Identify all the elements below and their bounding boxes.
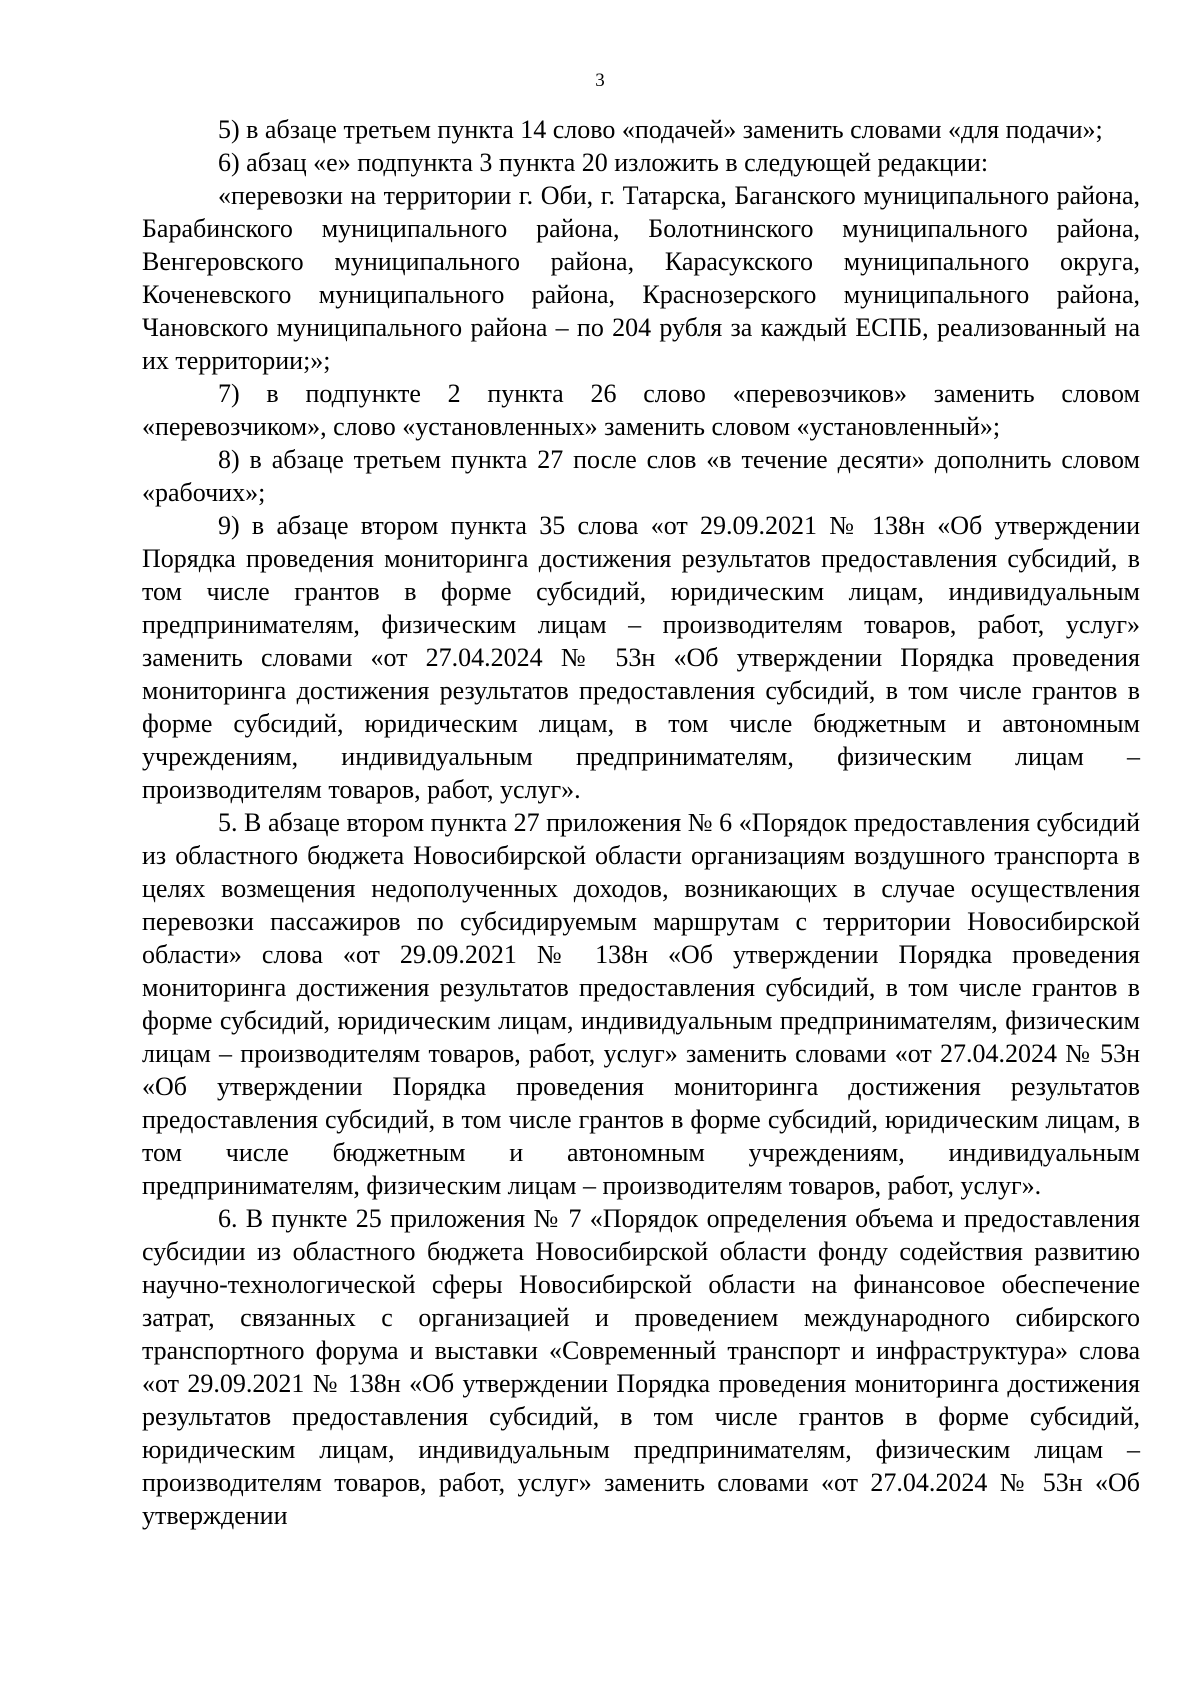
paragraph-item-9: 9) в абзаце втором пункта 35 слова «от 29.09.2021 № 138н «Об утверждении Порядка проведения мониторинга достижения результатов предоставления субсидий, в том числе грантов в форме субсидий, юридическим лицам, индивидуальным предпринимателям, физическим лицам – производителям товаров, работ, услуг» заменить словами «от 27.04.2024 № 53н «Об утверждении Порядка проведения мониторинга достижения результатов предоставления субсидий, в том числе грантов в форме субсидий, юридическим лицам, в том числе бюджетным и автономным учреждениям, индивидуальным предпринимателям, физическим лицам – производителям товаров, работ, услуг». [142,511,1140,804]
paragraph-section-6: 6. В пункте 25 приложения № 7 «Порядок определения объема и предоставления субсидии из областного бюджета Новосибирской области фонду содействия развитию научно-технологической сферы Новосибирской области на финансовое обеспечение затрат, связанных с организацией и проведением международного сибирского транспортного форума и выставки «Современный транспорт и инфраструктура» слова «от 29.09.2021 № 138н «Об утверждении Порядка проведения мониторинга достижения результатов предоставления субсидий, в том числе грантов в форме субсидий, юридическим лицам, индивидуальным предпринимателям, физическим лицам – производителям товаров, работ, услуг» заменить словами «от 27.04.2024 № 53н «Об утверждении [142,1204,1140,1530]
paragraph-item-5: 5) в абзаце третьем пункта 14 слово «подачей» заменить словами «для подачи»; [218,115,1103,144]
paragraph-item-8: 8) в абзаце третьем пункта 27 после слов «в течение десяти» дополнить словом «рабочих»; [142,445,1140,507]
paragraph-section-5: 5. В абзаце втором пункта 27 приложения № 6 «Порядок предоставления субсидий из областного бюджета Новосибирской области организациям воздушного транспорта в целях возмещения недополученных доходов, возникающих в случае осуществления перевозки пассажиров по субсидируемым маршрутам с территории Новосибирской области» слова «от 29.09.2021 № 138н «Об утверждении Порядка проведения мониторинга достижения результатов предоставления субсидий, в том числе грантов в форме субсидий, юридическим лицам, индивидуальным предпринимателям, физическим лицам – производителям товаров, работ, услуг» заменить словами «от 27.04.2024 № 53н «Об утверждении Порядка проведения мониторинга достижения результатов предоставления субсидий, в том числе грантов в форме субсидий, юридическим лицам, в том числе бюджетным и автономным учреждениям, индивидуальным предпринимателям, физическим лицам – производителям товаров, работ, услуг». [142,808,1140,1200]
document-body [142,113,1140,1532]
paragraph-item-7: 7) в подпункте 2 пункта 26 слово «перевозчиков» заменить словом «перевозчиком», слово «установленных» заменить словом «установленный»; [142,379,1140,441]
paragraph-item-6: 6) абзац «е» подпункта 3 пункта 20 изложить в следующей редакции: [218,148,989,177]
page-number: 3 [595,70,605,91]
paragraph-item-6-text: «перевозки на территории г. Оби, г. Татарска, Баганского муниципального района, Барабинского муниципального района, Болотнинского муниципального района, Венгеровского муниципального района, Карасукского муниципального округа, Коченевского муниципального района, Краснозерского муниципального района, Чановского муниципального района – по 204 рубля за каждый ЕСПБ, реализованный на их территории;»; [142,181,1140,375]
